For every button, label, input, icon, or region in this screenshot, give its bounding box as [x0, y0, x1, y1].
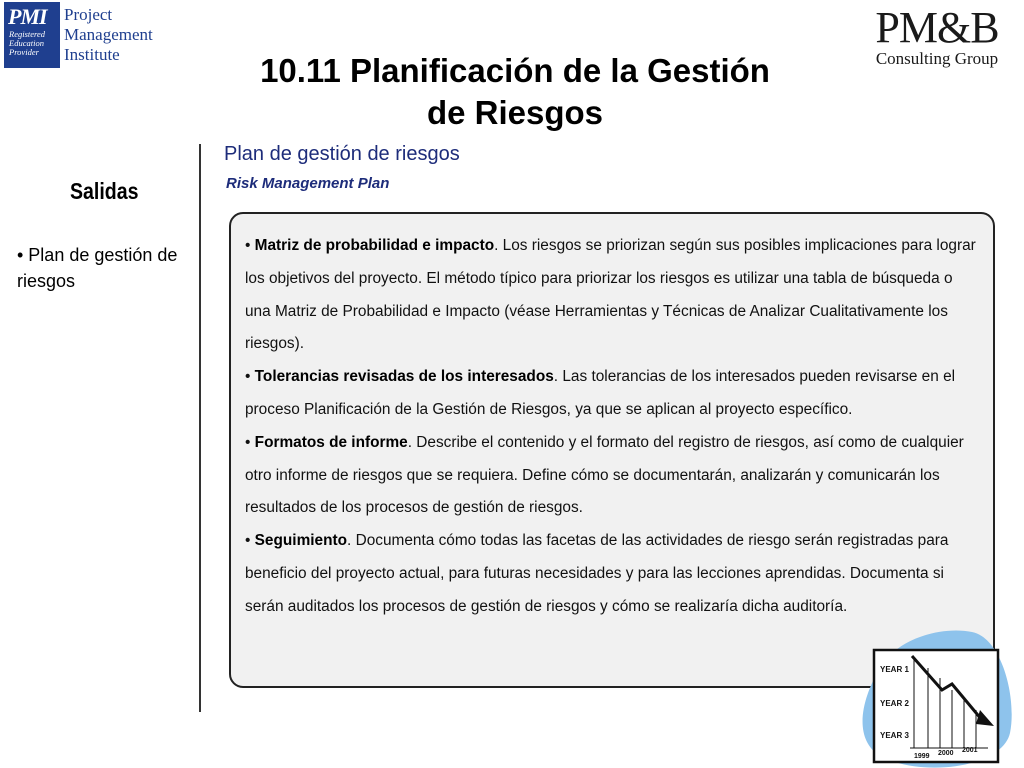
pmi-badge-line: Provider — [9, 47, 39, 57]
pmi-line: Management — [64, 25, 153, 44]
bullet-glyph: • — [245, 433, 255, 451]
clipart-row-label: YEAR 1 — [880, 665, 909, 674]
pmb-logo-name: PM&B — [875, 3, 999, 52]
subtitle-spanish: Plan de gestión de riesgos — [224, 143, 460, 165]
item-term: Tolerancias revisadas de los interesados — [254, 368, 554, 386]
pmi-logo — [4, 2, 154, 68]
item-description: . Los riesgos se priorizan según sus posibles implicaciones para lograr los objetivos del proyecto. El método típico para priorizar los riesgos es utilizar una tabla de búsqueda o una Matriz de Probabilidad e Impacto (véase Herramientas y Técnicas de Analizar Cualitativamente los riesgos). — [245, 237, 976, 353]
clipart-col-label: 1999 — [914, 753, 930, 760]
pmb-logo — [862, 3, 1012, 68]
bullet-glyph: • — [245, 368, 255, 386]
pmi-logo-mark — [4, 2, 60, 68]
slide-title — [170, 50, 860, 134]
pmi-line: Project — [64, 5, 113, 24]
bullet-glyph: • — [245, 532, 255, 550]
slide-title-line2: de Riesgos — [426, 94, 604, 131]
bullet-glyph: • — [245, 237, 255, 254]
pmi-badge-line: Registered — [9, 29, 46, 39]
pmi-logo-text — [64, 5, 153, 65]
subtitle-english: Risk Management Plan — [226, 175, 390, 192]
content-item — [245, 230, 979, 361]
clipart-row-label: YEAR 3 — [880, 731, 909, 740]
content-item — [245, 361, 979, 427]
section-heading: Salidas — [70, 178, 139, 204]
clipart-col-label: 2000 — [938, 750, 954, 757]
clipart-col-label: 2001 — [962, 747, 978, 754]
vertical-divider — [199, 144, 201, 712]
item-description: . Documenta cómo todas las facetas de las actividades de riesgo serán registradas para beneficio del proyecto actual, para futuras necesidades y para las lecciones aprendidas. Documenta si serán auditados los procesos de gestión de riesgos y cómo se realizaría dicha auditoría. — [245, 532, 949, 615]
declining-chart-clipart — [852, 628, 1012, 768]
pmi-line: Institute — [64, 45, 120, 64]
pmi-logo-badge — [9, 30, 45, 57]
pmi-logo-mark-text: PMI — [8, 4, 47, 29]
content-box — [229, 212, 995, 688]
content-item — [245, 525, 979, 623]
pmi-badge-line: Education — [9, 38, 44, 48]
output-bullet: • Plan de gestión de riesgos — [17, 245, 178, 291]
item-term: Formatos de informe — [254, 433, 408, 451]
item-description: . Describe el contenido y el formato del registro de riesgos, así como de cualquier otro informe de riesgos que se requiera. Define cómo se documentarán, analizarán y comunicarán los resultados de los procesos de gestión de riesgos. — [245, 433, 964, 517]
item-term: Matriz de probabilidad e impacto — [254, 237, 495, 254]
content-item — [245, 427, 979, 525]
item-description: . Las tolerancias de los interesados pueden revisarse en el proceso Planificación de la Gestión de Riesgos, ya que se aplican al proyecto específico. — [245, 368, 956, 418]
clipart-row-label: YEAR 2 — [880, 699, 909, 708]
item-term: Seguimiento — [254, 532, 348, 550]
slide-title-line1: 10.11 Planificación de la Gestión — [260, 52, 770, 89]
pmb-logo-tagline: Consulting Group — [875, 49, 999, 68]
